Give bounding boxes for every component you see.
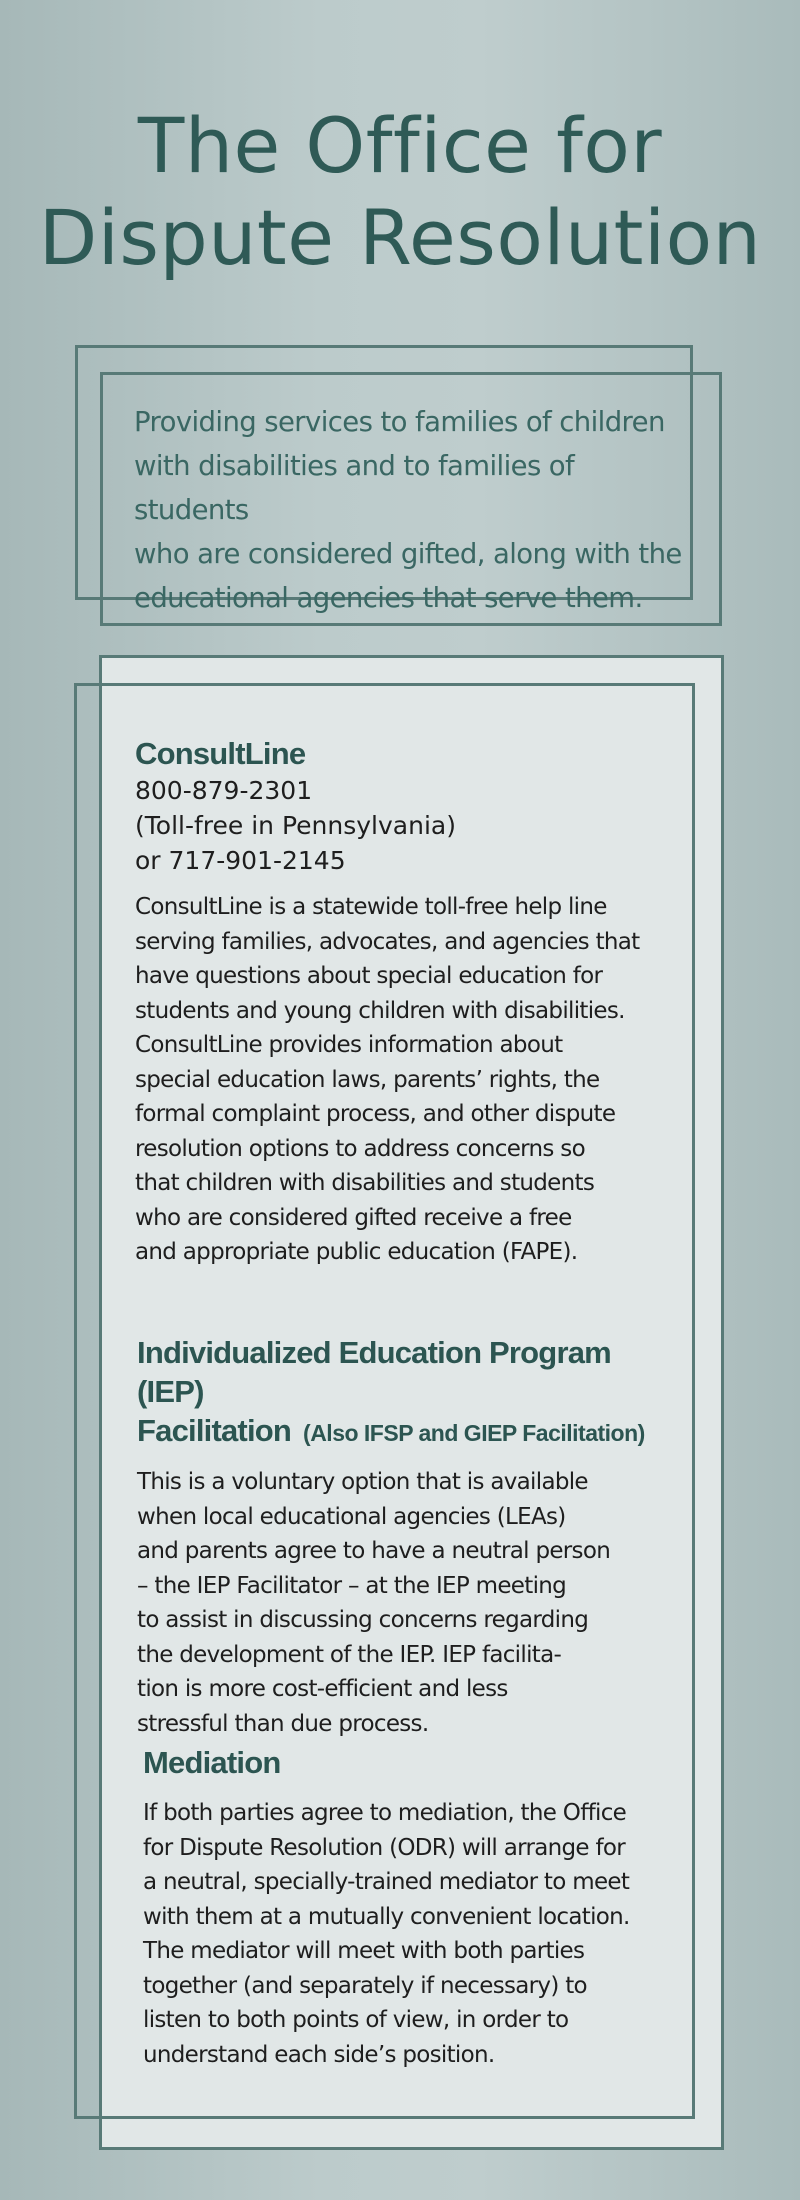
iep-body [137,1465,677,1741]
intro-line: with disabilities and to families of students [134,450,575,526]
paragraph-line: stressful than due process. [137,1710,429,1737]
paragraph-line: with them at a mutually convenient location. [143,1903,630,1930]
paragraph-line: who are considered gifted receive a free [135,1204,572,1231]
paragraph-line: have questions about special education for [135,963,603,989]
paragraph-line: If both parties agree to mediation, the Office [143,1800,627,1826]
paragraph-line: that children with disabilities and students [135,1170,595,1196]
title-line-1: The Office for [137,101,663,190]
paragraph-line: serving families, advocates, and agencies that [135,928,640,955]
consultline-heading: ConsultLine [135,736,306,771]
paragraph-line: together (and separately if necessary) to [143,1972,587,1999]
paragraph-line: the development of the IEP. IEP facilita- [137,1641,562,1668]
intro-line: Providing services to families of children [134,406,665,438]
consultline-body [135,890,675,1270]
paragraph-line: tion is more cost-efficient and less [137,1676,508,1702]
paragraph-line: and appropriate public education (FAPE). [135,1239,578,1265]
page-title [0,100,800,284]
mediation-section [143,1743,683,2072]
consultline-phone-alt: or 717-901-2145 [135,846,346,875]
paragraph-line: The mediator will meet with both parties [143,1938,585,1964]
title-line-2: Dispute Resolution [38,193,762,282]
paragraph-line: ConsultLine is a statewide toll-free help line [135,894,607,920]
iep-heading-sub: (Also IFSP and GIEP Facilitation) [303,1420,645,1446]
consultline-phone: 800-879-2301 [135,776,313,805]
paragraph-line: This is a voluntary option that is available [137,1469,588,1495]
consultline-section [135,734,675,1270]
paragraph-line: a neutral, specially-trained mediator to meet [143,1869,630,1895]
iep-heading-line-2 [137,1411,677,1453]
intro-line: educational agencies that serve them. [134,582,643,614]
paragraph-line: formal complaint process, and other dispute [135,1101,616,1127]
paragraph-line: when local educational agencies (LEAs) [137,1503,566,1530]
iep-section [137,1333,677,1741]
paragraph-line: ConsultLine provides information about [135,1032,563,1058]
consultline-phone-note: (Toll-free in Pennsylvania) [135,811,456,840]
paragraph-line: and parents agree to have a neutral person [137,1538,611,1564]
intro-line: who are considered gifted, along with the [134,538,682,570]
paragraph-line: special education laws, parents’ rights, the [135,1066,600,1093]
intro-text [134,400,694,620]
mediation-heading: Mediation [143,1745,281,1780]
paragraph-line: – the IEP Facilitator – at the IEP meeting [137,1572,567,1599]
paragraph-line: to assist in discussing concerns regarding [137,1607,589,1633]
mediation-body [143,1796,683,2072]
paragraph-line: for Dispute Resolution (ODR) will arrange for [143,1834,625,1861]
iep-heading [137,1333,677,1453]
paragraph-line: understand each side’s position. [143,2041,495,2068]
paragraph-line: resolution options to address concerns so [135,1135,585,1162]
paragraph-line: students and young children with disabilities. [135,997,625,1024]
paragraph-line: listen to both points of view, in order to [143,2007,569,2033]
iep-heading-main: Facilitation [137,1413,292,1448]
iep-heading-line-1: Individualized Education Program (IEP) [137,1335,611,1409]
